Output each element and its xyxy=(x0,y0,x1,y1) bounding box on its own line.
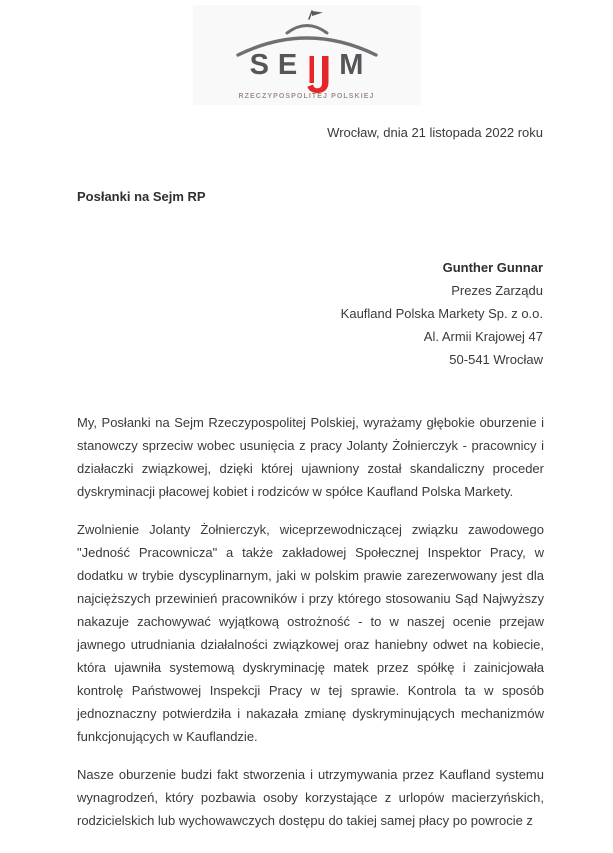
paragraph: My, Posłanki na Sejm Rzeczypospolitej Polskiej, wyrażamy głębokie oburzenie i stanowczy sprzeciw wobec usunięcia z pracy Jolanty Żołnierczyk - pracownicy i działaczki związkowej, dzięki której ujawniony został skandaliczny proceder dyskryminacji płacowej kobiet i rodziców w spółce Kaufland Polska Markety. xyxy=(77,415,544,499)
logo-letter-e: E xyxy=(277,49,298,81)
recipient-name: Gunther Gunnar xyxy=(442,260,543,275)
sejm-logo xyxy=(193,5,421,105)
logo-word xyxy=(250,51,364,87)
sender-heading: Posłanki na Sejm RP xyxy=(77,189,206,204)
logo-j-icon xyxy=(306,56,330,93)
recipient-block xyxy=(341,256,543,371)
recipient-line: Al. Armii Krajowej 47 xyxy=(423,329,543,344)
logo-letter-s: S xyxy=(249,49,269,81)
recipient-line: Kaufland Polska Markety Sp. z o.o. xyxy=(340,306,543,321)
recipient-line: 50-541 Wrocław xyxy=(449,352,543,367)
dateline: Wrocław, dnia 21 listopada 2022 roku xyxy=(327,125,543,140)
logo-subtitle: RZECZYPOSPOLITEJ POLSKIEJ xyxy=(238,93,375,100)
paragraph: Nasze oburzenie budzi fakt stworzenia i utrzymywania przez Kaufland systemu wynagrodzeń, który pozbawia osoby korzystające z urlopów macierzyńskich, rodzicielskich lub wychowawczych dostępu do takiej samej płacy po powrocie z xyxy=(77,767,544,828)
letter-body xyxy=(77,411,544,847)
paragraph: Zwolnienie Jolanty Żołnierczyk, wiceprzewodniczącej związku zawodowego "Jedność Pracownicza" a także zakładowej Społecznej Inspektor Pracy, w dodatku w trybie dyscyplinarnym, jaki w polskim prawie zarezerwowany jest dla najcięższych przewinień pracowników i przy którego stosowaniu Sąd Najwyższy nakazuje zachowywać wyjątkową ostrożność - to w naszej ocenie przejaw jawnego utrudniania działalności związkowej oraz haniebny odwet na kobiecie, która ujawniła systemową dyskryminację matek przez spółkę i zainicjowała kontrolę Państwowej Inspekcji Pracy w tej sprawie. Kontrola ta w sposób jednoznaczny potwierdziła i nakazała zmianę dyskryminujących mechanizmów funkcjonujących w Kauflandzie. xyxy=(77,522,544,744)
logo-letter-m: M xyxy=(339,49,364,81)
recipient-line: Prezes Zarządu xyxy=(451,283,543,298)
